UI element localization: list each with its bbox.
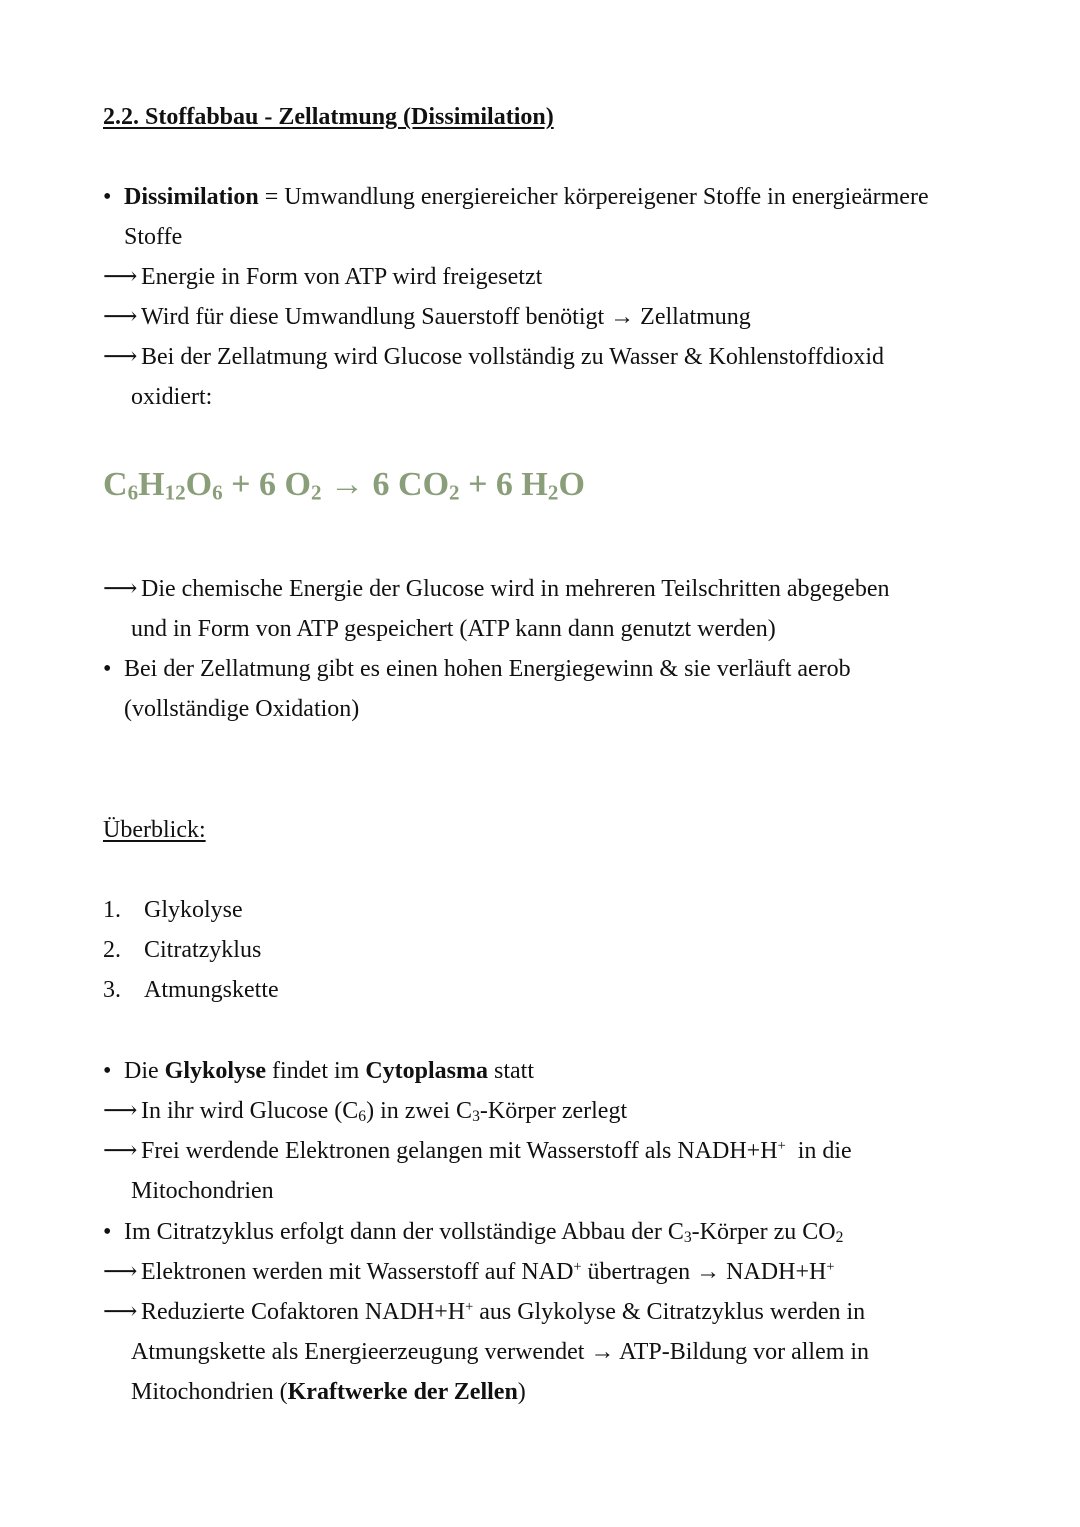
step-number: 3. <box>103 977 121 1003</box>
definition-text: = Umwandlung energiereicher körpereigener Stoffe in energieärmere <box>258 184 929 210</box>
cofactors-continuation: Atmungskette als Energieerzeugung verwendet → ATP-Bildung vor allem in <box>131 1339 870 1365</box>
overview-step-1 <box>103 895 243 925</box>
arrow-icon: ⟶ <box>103 576 138 602</box>
citrate-electrons-line: ⟶ Elektronen werden mit Wasserstoff auf NAD+ übertragen → NADH+H+ <box>103 1259 835 1285</box>
energy-gain-bullet: • Bei der Zellatmung gibt es einen hohen Energiegewinn & sie verläuft aerob <box>124 654 851 684</box>
arrow-icon: ⟶ <box>103 1259 138 1285</box>
point-glucose-oxidation <box>103 342 884 372</box>
energy-text: Die chemische Energie der Glucose wird in mehreren Teilschritten abgegeben <box>141 576 890 602</box>
glycolysis-split-line: ⟶ In ihr wird Glucose $(C_6)$ in zwei $C_3$-Körper zerlegt <box>103 1098 628 1126</box>
point-oxygen <box>103 302 751 332</box>
step-number: 2. <box>103 937 121 963</box>
cofactors-line: ⟶ Reduzierte Cofaktoren NADH+H+ aus Glykolyse & Citratzyklus werden in <box>103 1299 866 1325</box>
term-dissimilation: Dissimilation <box>124 184 259 210</box>
arrow-icon: ⟶ <box>103 1098 138 1124</box>
overview-step-2 <box>103 935 261 965</box>
point-continuation: oxidiert: <box>131 384 213 410</box>
cofactors-last-line: Mitochondrien (Kraftwerke der Zellen) <box>131 1379 526 1405</box>
point-text: Energie in Form von ATP wird freigesetzt <box>141 264 543 290</box>
point-energy-atp <box>103 262 542 292</box>
step-label: Glykolyse <box>144 897 243 923</box>
citrate-cycle-bullet: • Im Citratzyklus erfolgt dann der vollständige Abbau der $C_3$-Körper zu $CO_2$ <box>124 1217 843 1247</box>
glycolysis-electrons-continuation: Mitochondrien <box>131 1178 274 1204</box>
glycolysis-bullet: • Die Glykolyse findet im Cytoplasma statt <box>124 1056 534 1086</box>
arrow-icon: ⟶ <box>103 264 138 290</box>
overview-label: Überblick: <box>103 817 206 843</box>
step-number: 1. <box>103 897 121 923</box>
overview-step-3 <box>103 975 279 1005</box>
page-title: 2.2. Stoffabbau - Zellatmung (Dissimilation) <box>103 104 554 130</box>
energy-gain-continuation: (vollständige Oxidation) <box>124 696 360 722</box>
step-label: Atmungskette <box>144 977 279 1003</box>
step-label: Citratzyklus <box>144 937 262 963</box>
dissimilation-definition <box>124 182 929 212</box>
arrow-icon: ⟶ <box>103 304 138 330</box>
point-text: Wird für diese Umwandlung Sauerstoff benötigt → Zellatmung <box>141 304 751 330</box>
reaction-equation: $C_6H_{12}O_6 + 6$ $O_2 \to 6$ $CO_2 + 6$ $H_2O$ <box>103 466 585 505</box>
arrow-icon: ⟶ <box>103 1138 138 1164</box>
glycolysis-electrons-line: ⟶ Frei werdende Elektronen gelangen mit Wasserstoff als NADH+H+ in die <box>103 1138 852 1164</box>
arrow-icon: ⟶ <box>103 1299 138 1325</box>
arrow-icon: ⟶ <box>103 344 138 370</box>
energy-release-line <box>103 574 889 604</box>
energy-release-continuation: und in Form von ATP gespeichert (ATP kann dann genutzt werden) <box>131 616 776 642</box>
definition-continuation: Stoffe <box>124 224 183 250</box>
point-text: Bei der Zellatmung wird Glucose vollständig zu Wasser & Kohlenstoffdioxid <box>141 344 885 370</box>
